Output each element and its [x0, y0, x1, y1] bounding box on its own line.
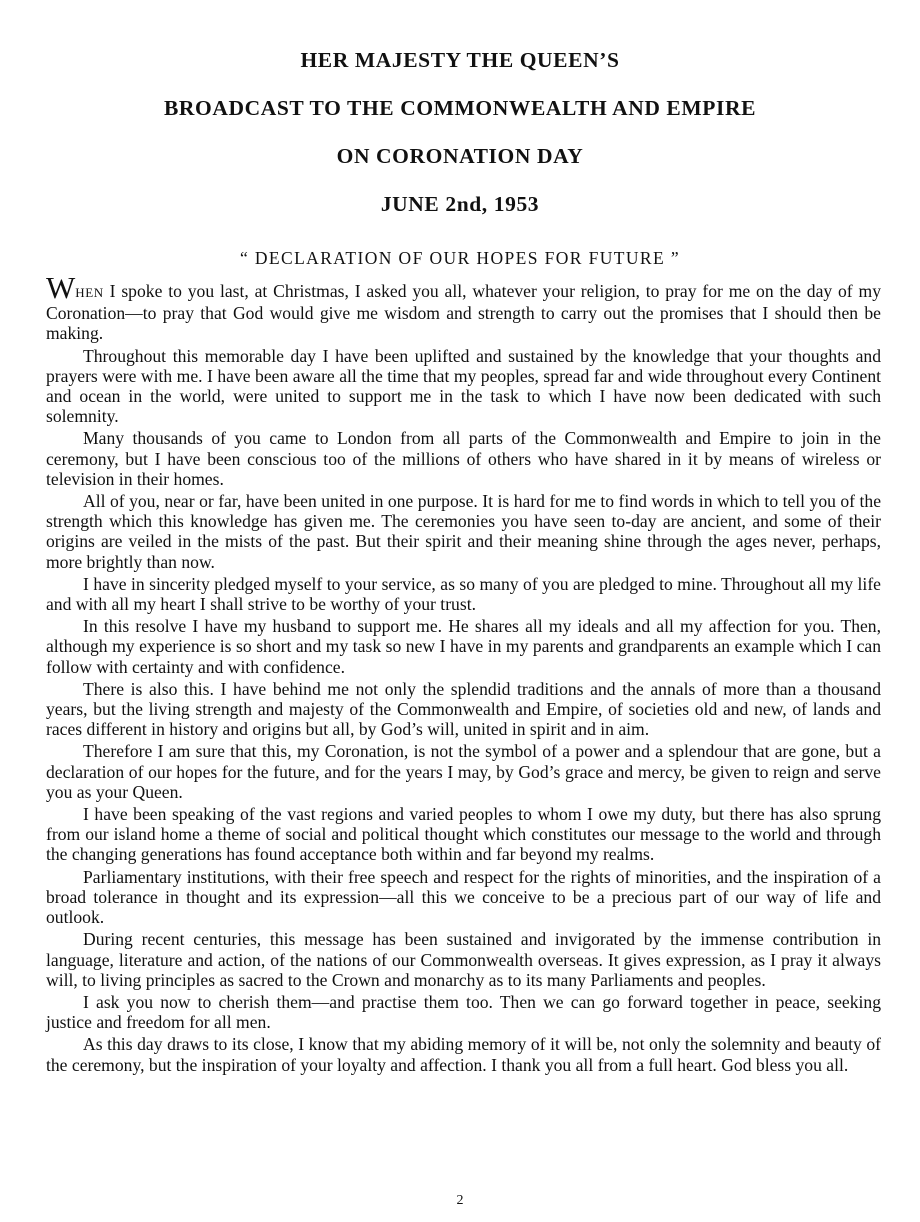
- speech-paragraph: In this resolve I have my husband to support me. He shares all my ideals and all my affection for you. Then, although my experience is so short and my task so new I have in my parents and grandparents an example which I can follow with certainty and with confidence.: [46, 616, 881, 677]
- drop-cap: W: [46, 270, 76, 305]
- speech-subtitle: “ DECLARATION OF OUR HOPES FOR FUTURE ”: [239, 248, 681, 268]
- speech-body: [46, 270, 881, 1077]
- opening-smallcaps: HEN: [75, 285, 104, 300]
- title-line-3: ON CORONATION DAY: [336, 144, 584, 168]
- speech-paragraph: I have been speaking of the vast regions and varied peoples to whom I owe my duty, but there has also sprung from our island home a theme of social and political thought which constitutes our message to the world and through the changing generations has found acceptance both within and far beyond my realms.: [46, 804, 881, 865]
- speech-paragraph: Parliamentary institutions, with their free speech and respect for the rights of minorities, and the inspiration of a broad tolerance in thought and its expression—all this we conceive to be a precious part of our way of life and outlook.: [46, 866, 881, 928]
- title-line-1: HER MAJESTY THE QUEEN’S: [300, 48, 620, 72]
- speech-paragraph: As this day draws to its close, I know that my abiding memory of it will be, not only the solemnity and beauty of the ceremony, but the inspiration of your loyalty and affection. I thank you all from a full heart. God bless you all.: [46, 1034, 881, 1075]
- paragraph-text: I spoke to you last, at Christmas, I asked you all, whatever your religion, to pray for me on the day of my Coronation—to pray that God would give me wisdom and strength to carry out the promises that I should then be making.: [46, 281, 881, 344]
- page-number: 2: [456, 1193, 464, 1208]
- speech-paragraph: Throughout this memorable day I have been uplifted and sustained by the knowledge that your thoughts and prayers were with me. I have been aware all the time that my peoples, spread far and wide throughout every Continent and ocean in the world, were united to support me in the task to which I have now been dedicated with such solemnity.: [46, 345, 881, 427]
- title-line-2: BROADCAST TO THE COMMONWEALTH AND EMPIRE: [163, 96, 757, 120]
- speech-paragraph-1: [46, 270, 881, 344]
- speech-paragraph: All of you, near or far, have been united in one purpose. It is hard for me to find words in which to tell you of the strength which this knowledge has given me. The ceremonies you have seen to-day are ancient, and some of their origins are veiled in the mists of the past. But their spirit and their meaning shine through the ages never, perhaps, more brightly than now.: [46, 491, 881, 572]
- speech-paragraph: There is also this. I have behind me not only the splendid traditions and the annals of more than a thousand years, but the living strength and majesty of the Commonwealth and Empire, of societies old and new, of lands and races different in history and origins but all, by God’s will, united in spirit and in aim.: [46, 678, 881, 740]
- speech-paragraph: Many thousands of you came to London from all parts of the Commonwealth and Empire to join in the ceremony, but I have been conscious too of the millions of others who have shared in it by means of wireless or television in their homes.: [46, 428, 881, 489]
- speech-paragraph: During recent centuries, this message has been sustained and invigorated by the immense contribution in language, literature and action, of the nations of our Commonwealth overseas. It gives expression, as I pray it always will, to living principles as sacred to the Crown and monarchy as to its many Parliaments and peoples.: [46, 929, 881, 990]
- broadcast-date: JUNE 2nd, 1953: [380, 192, 540, 216]
- speech-paragraph: Therefore I am sure that this, my Coronation, is not the symbol of a power and a splendour that are gone, but a declaration of our hopes for the future, and for the years I may, by God’s grace and mercy, be given to reign and serve you as your Queen.: [46, 741, 881, 802]
- speech-paragraph: I have in sincerity pledged myself to your service, as so many of you are pledged to mine. Throughout all my life and with all my heart I shall strive to be worthy of your trust.: [46, 573, 881, 615]
- speech-paragraph: I ask you now to cherish them—and practise them too. Then we can go forward together in peace, seeking justice and freedom for all men.: [46, 991, 881, 1033]
